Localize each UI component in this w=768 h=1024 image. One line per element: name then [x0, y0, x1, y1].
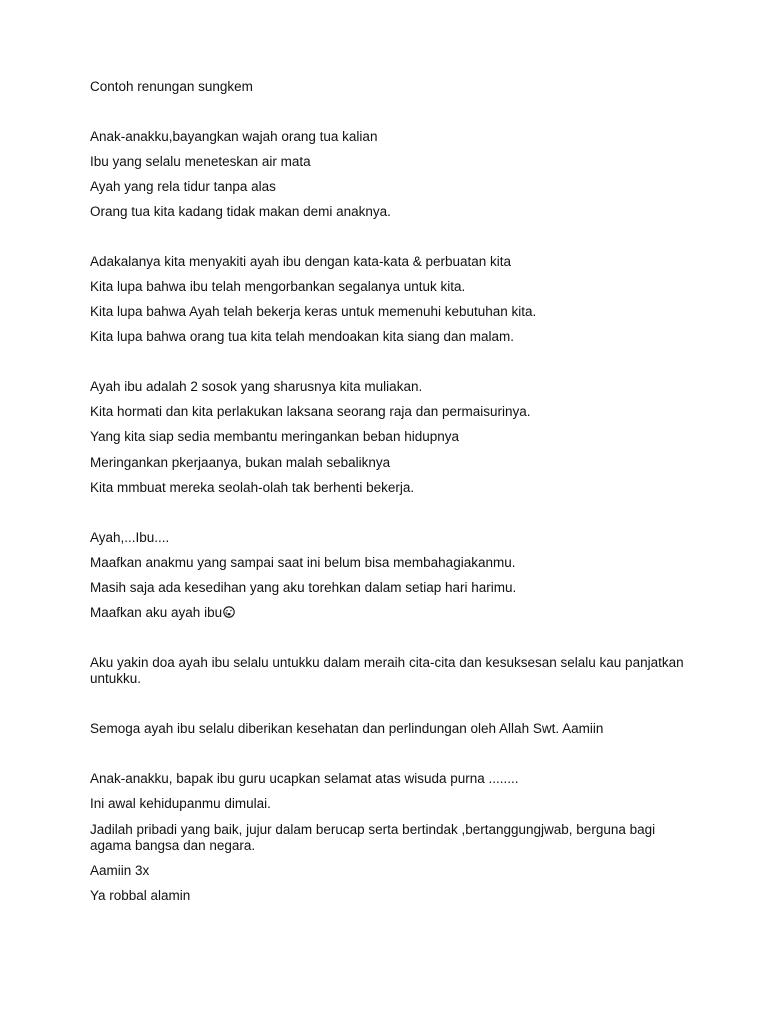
document-title: Contoh renungan sungkem: [90, 79, 253, 94]
text-line: Kita lupa bahwa ibu telah mengorbankan segalanya untuk kita.: [90, 279, 466, 294]
text-line: Maafkan anakmu yang sampai saat ini belum bisa membahagiakanmu.: [90, 555, 516, 570]
text-line: Kita lupa bahwa orang tua kita telah mendoakan kita siang dan malam.: [90, 329, 515, 344]
text-line: Ibu yang selalu meneteskan air mata: [90, 154, 311, 169]
text-line: Ini awal kehidupanmu dimulai.: [90, 796, 271, 811]
text-paragraph: Aku yakin doa ayah ibu selalu untukku dalam meraih cita-cita dan kesuksesan selalu kau panjatkan untukku.: [90, 655, 684, 686]
text-line: Kita mmbuat mereka seolah-olah tak berhenti bekerja.: [90, 480, 415, 495]
text-line: Kita hormati dan kita perlakukan laksana seorang raja dan permaisurinya.: [90, 404, 531, 419]
text-line: Ayah yang rela tidur tanpa alas: [90, 179, 276, 194]
text-line: Semoga ayah ibu selalu diberikan kesehatan dan perlindungan oleh Allah Swt. Aamiin: [90, 721, 604, 736]
text-line: Orang tua kita kadang tidak makan demi anaknya.: [90, 204, 391, 219]
crying-face-icon: [223, 606, 235, 618]
text-line: Anak-anakku, bapak ibu guru ucapkan selamat atas wisuda purna ........: [90, 771, 519, 786]
text-line: Meringankan pkerjaanya, bukan malah sebaliknya: [90, 455, 391, 470]
text-paragraph: Jadilah pribadi yang baik, jujur dalam berucap serta bertindak ,bertanggungjwab, berguna bagi agama bangsa dan negara.: [90, 822, 656, 853]
text-line: Aamiin 3x: [90, 863, 150, 878]
text-line: Masih saja ada kesedihan yang aku torehkan dalam setiap hari harimu.: [90, 580, 517, 595]
text-line: Anak-anakku,bayangkan wajah orang tua kalian: [90, 129, 378, 144]
text-line: Ayah,...Ibu....: [90, 530, 170, 545]
text-line: Ya robbal alamin: [90, 888, 191, 903]
text-line: Kita lupa bahwa Ayah telah bekerja keras untuk memenuhi kebutuhan kita.: [90, 304, 537, 319]
text-line: Adakalanya kita menyakiti ayah ibu dengan kata-kata & perbuatan kita: [90, 254, 512, 269]
text-line: Ayah ibu adalah 2 sosok yang sharusnya kita muliakan.: [90, 379, 423, 394]
text-line: Yang kita siap sedia membantu meringankan beban hidupnya: [90, 429, 459, 444]
text-line-with-emoji: [90, 605, 690, 621]
text-line: Maafkan aku ayah ibu: [90, 605, 223, 620]
